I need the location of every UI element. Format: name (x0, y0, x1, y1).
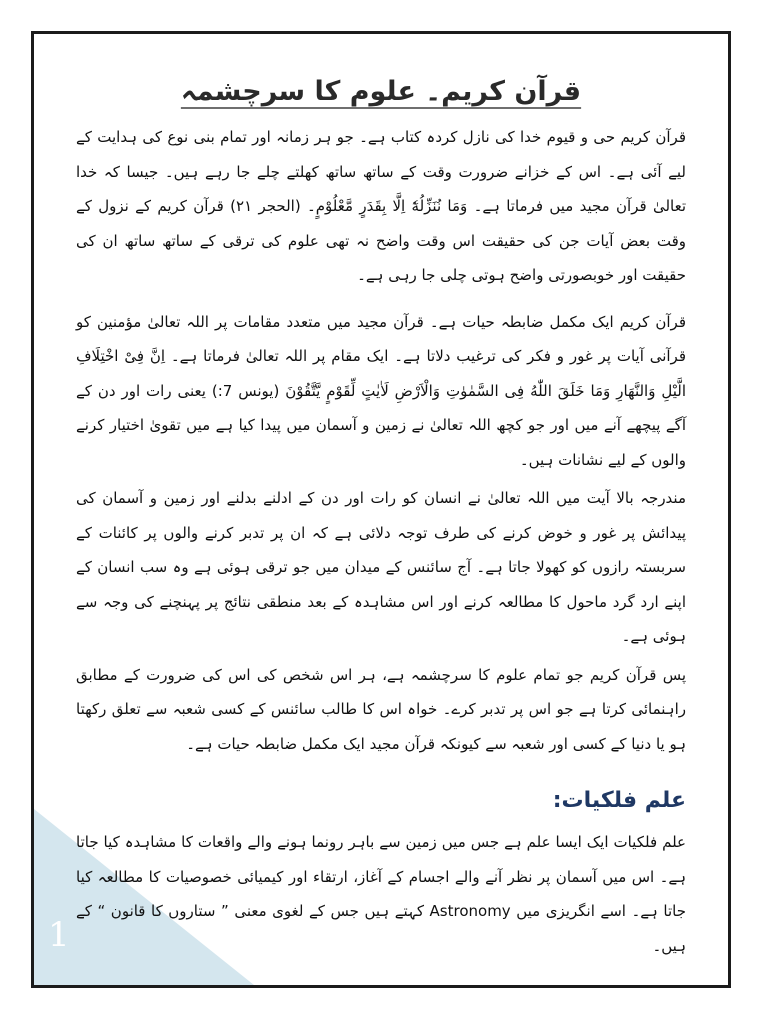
astronomy-english-term: Astronomy (429, 902, 511, 920)
astronomy-text-start: علم فلکیات ایک ایسا علم ہے جس میں زمین سے باہر رونما ہونے والے واقعات کا مشاہدہ کیا جاتا ہے۔ اس میں آسمان پر نظر آنے والے اجسام کے آغاز، ارتقاء اور کیمیائی خصوصیات کا مطالعہ کیا جاتا ہے۔ اسے انگریزی میں (76, 833, 686, 920)
paragraph-code-of-life: قرآن کریم ایک مکمل ضابطہ حیات ہے۔ قرآن مجید میں متعدد مقامات پر اللہ تعالیٰ مؤمنین کو قرآنی آیات پر غور و فکر کی ترغیب دلاتا ہے۔ ایک مقام پر اللہ تعالیٰ فرماتا ہے۔ اِنَّ فِیْ اخْتِلَافِ الَّیْلِ وَالنَّهَارِ وَمَا خَلَقَ اللّٰهُ فِی السَّمٰوٰتِ وَالْاَرْضِ لَاٰیٰتٍ لِّقَوْمٍ یَّتَّقُوْنَ (یونس 7:) یعنی رات اور دن کے آگے پیچھے آنے میں اور جو کچھ اللہ تعالیٰ نے زمین و آسمان میں پیدا کیا ہے میں تقویٰ اختیار کرنے والوں کے لیے نشانات ہیں۔ (76, 312, 686, 469)
paragraph-conclusion: پس قرآن کریم جو تمام علوم کا سرچشمہ ہے، ہر اس شخص کی اس کی ضرورت کے مطابق راہنمائی کرتا ہے جو اس پر تدبر کرے۔ خواہ اس کا طالب سائنس کے کسی شعبہ سے تعلق رکھتا ہو یا دنیا کے کسی اور شعبہ سے کیونکہ قرآن مجید ایک مکمل ضابطہ حیات ہے۔ (76, 665, 686, 753)
page-title: قرآن کریم۔ علوم کا سرچشمہ (180, 76, 582, 107)
paragraph-intro: قرآن کریم حی و قیوم خدا کی نازل کردہ کتاب ہے۔ جو ہر زمانہ اور تمام بنی نوع کی ہدایت کے لیے آئی ہے۔ اس کے خزانے ضرورت وقت کے ساتھ ساتھ کھلتے چلے جا رہے ہیں۔ جیسا کہ خدا تعالیٰ قرآن مجید میں فرماتا ہے۔ وَمَا نُنَزِّلُهٗٓ اِلَّا بِقَدَرٍ مَّعْلُوْمٍ۔ (الحجر ۲۱) قرآن کریم کے نزول کے وقت بعض آیات جن کی حقیقت اس وقت واضح نہ تھی علوم کی ترقی کے ساتھ ساتھ ان کی حقیقت اور خوبصورتی واضح ہوتی چلی جا رہی ہے۔ (76, 128, 687, 284)
astronomy-text-end: کہتے ہیں جس کے لغوی معنی ” ستاروں کا قانون “ کے ہیں۔ (76, 902, 686, 955)
page-frame (31, 31, 731, 988)
section-heading-astronomy: علم فلکیات: (552, 788, 686, 813)
page-number: 1 (48, 915, 70, 955)
paragraph-astronomy (76, 825, 686, 963)
page-content (76, 70, 686, 967)
paragraph-verse-explanation: مندرجہ بالا آیت میں اللہ تعالیٰ نے انسان کو رات اور دن کے ادلنے بدلنے اور زمین و آسمان کی پیدائش پر غور و خوض کرنے کی طرف توجہ دلائی ہے کہ ان پر تدبر کرنے والوں پر کائنات کے سربستہ رازوں کو کھولا جاتا ہے۔ آج سائنس کے میدان میں جو ترقی ہوئی ہے وہ سب انسان کے اپنے ارد گرد ماحول کا مطالعہ کرنے اور اس مشاہدہ کے بعد منطقی نتائج پر پہنچنے کی وجہ سے ہوئی ہے۔ (76, 489, 686, 645)
